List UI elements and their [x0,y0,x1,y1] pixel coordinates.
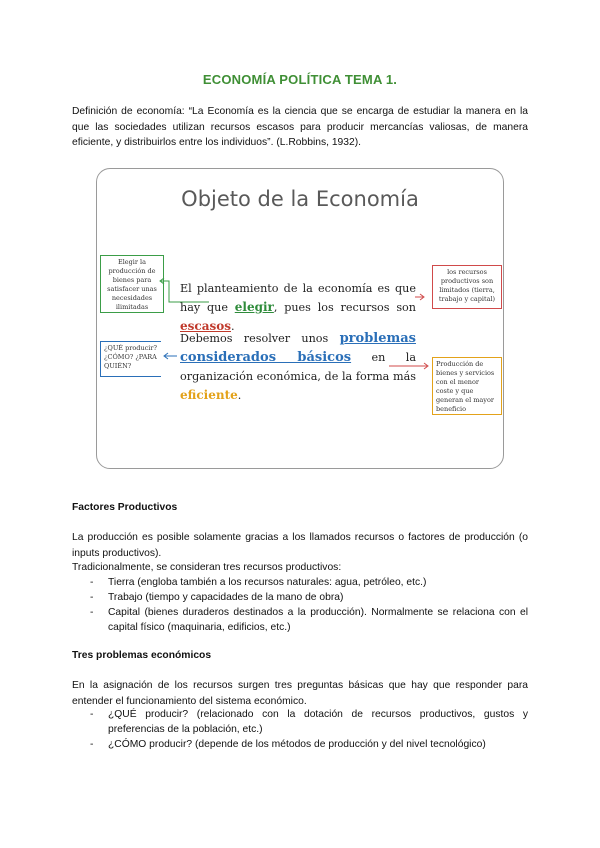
factores-lead: Tradicionalmente, se consideran tres recursos productivos: [72,562,342,573]
list-item: - ¿CÓMO producir? (depende de los métodos de producción y del nivel tecnológico) [72,737,528,752]
list-item: - Trabajo (tiempo y capacidades de la mano de obra) [72,590,528,605]
stmt2-text-c: . [237,389,242,402]
page-title: ECONOMÍA POLÍTICA TEMA 1. [202,72,398,87]
keyword-elegir: elegir [234,300,274,314]
note-recursos: los recursos productivos son limitados (tierra, trabajo y capital) [432,265,502,309]
heading-problemas: Tres problemas económicos [72,650,212,661]
factores-list [72,575,528,635]
heading-factores: Factores Productivos [72,502,178,513]
note-elegir: Elegir la producción de bienes para satisfacer unas necesidades ilimitadas [100,255,164,313]
definition-paragraph: Definición de economía: “La Economía es la ciencia que se encarga de estudiar la manera en la que las sociedades utilizan recursos escasos para producir mercancías valiosas, de manera eficiente, y distribuirlos entre los individuos”. (L.Robbins, 1932). [72,106,528,148]
problemas-list [72,707,528,752]
list-item: - ¿QUÉ producir? (relacionado con la dotación de recursos productivos, gustos y preferencias de la población, etc.) [72,707,528,737]
list-item: - Capital (bienes duraderos destinados a la producción). Normalmente se relaciona con el capital físico (maquinaria, edificios, etc.) [72,605,528,635]
list-item: - Tierra (engloba también a los recursos naturales: agua, petróleo, etc.) [72,575,528,590]
stmt2-text-a: Debemos resolver unos [180,332,340,345]
slide-arrows [97,169,503,468]
stmt2-text-b: en la organización económica, de la forma más [180,351,416,383]
note-eficiencia: Producción de bienes y servicios con el menor coste y que generan el mayor beneficio [432,357,502,415]
keyword-problemas-basicos: problemas considerados básicos [180,331,416,365]
arrow-elegir [161,281,209,302]
keyword-eficiente: eficiente [180,388,238,402]
slide-title: Objeto de la Economía [181,187,419,211]
factores-intro: La producción es posible solamente gracias a los llamados recursos o factores de producción (o inputs productivos). [72,532,528,559]
stmt1-text-c: . [231,320,235,333]
stmt1-text-a: El planteamiento de la economía es que hay que [180,282,416,314]
keyword-escasos: escasos [180,319,231,333]
slide-figure [96,168,504,469]
stmt1-text-b: , pues los recursos son [273,301,416,314]
problemas-intro: En la asignación de los recursos surgen tres preguntas básicas que hay que responder para entender el funcionamiento del sistema económico. [72,680,528,707]
note-preguntas: ¿QUÉ producir? ¿CÓMO? ¿PARA QUIÉN? [100,341,161,377]
